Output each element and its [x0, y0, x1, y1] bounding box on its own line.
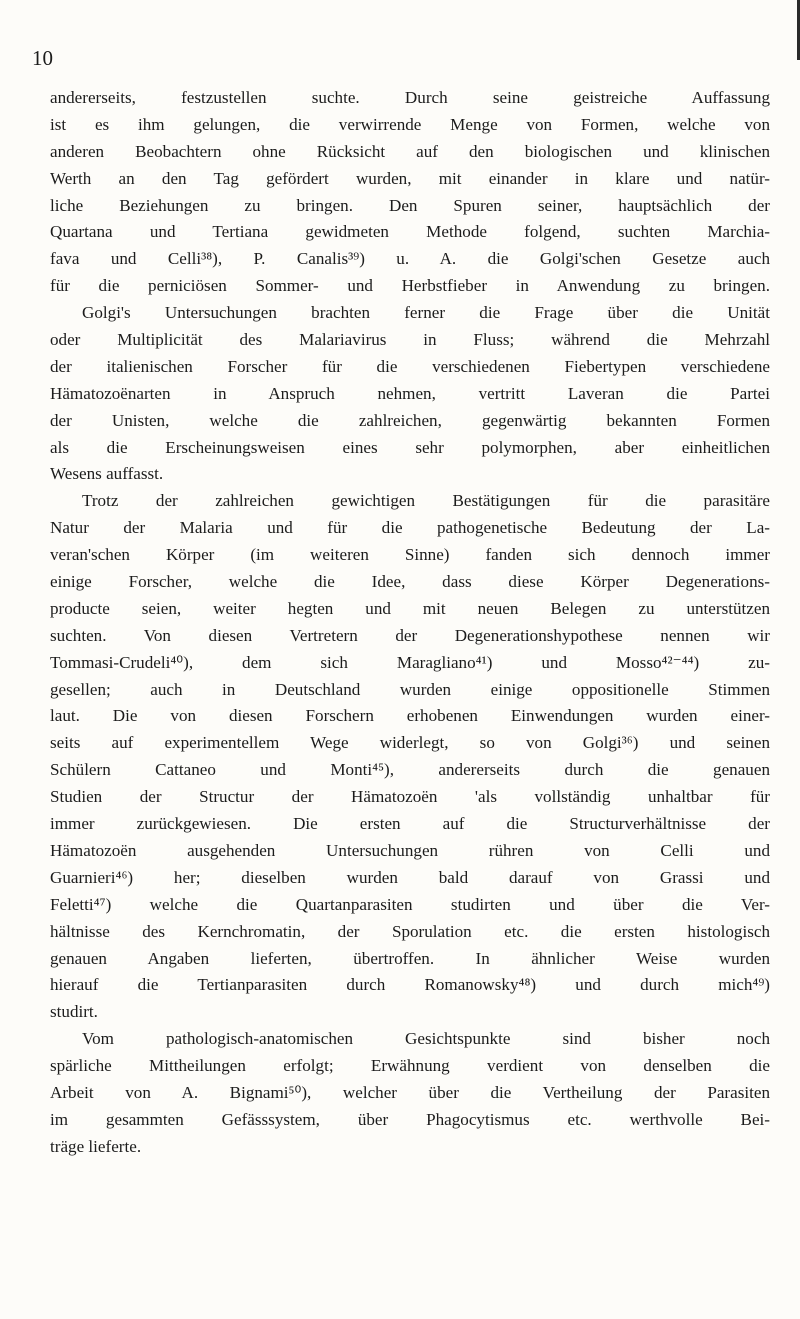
text-line: Trotz der zahlreichen gewichtigen Bestätigungen für die parasitäre: [82, 491, 770, 511]
text-line: ist es ihm gelungen, die verwirrende Menge von Formen, welche von: [50, 114, 770, 134]
text-line: als die Erscheinungsweisen eines sehr polymorphen, aber einheitlichen: [50, 437, 770, 457]
text-line: Natur der Malaria und für die pathogenetische Bedeutung der La-: [50, 518, 770, 538]
text-line: Quartana und Tertiana gewidmeten Methode folgend, suchten Marchia-: [50, 222, 770, 242]
text-line: Vom pathologisch-anatomischen Gesichtspunkte sind bisher noch: [82, 1029, 770, 1049]
text-line: hierauf die Tertianparasiten durch Romanowsky⁴⁸) und durch mich⁴⁹): [50, 975, 770, 995]
text-line: Hämatozoënarten in Anspruch nehmen, vertritt Laveran die Partei: [50, 383, 770, 403]
text-line: Golgi's Untersuchungen brachten ferner die Frage über die Unität: [82, 303, 770, 323]
text-line: oder Multiplicität des Malariavirus in Fluss; während die Mehrzahl: [50, 330, 770, 350]
text-line: producte seien, weiter hegten und mit neuen Belegen zu unterstützen: [50, 598, 770, 618]
text-line: Studien der Structur der Hämatozoën 'als vollständig unhaltbar für: [50, 787, 770, 807]
text-line: hältnisse des Kernchromatin, der Sporulation etc. die ersten histologisch: [50, 921, 770, 941]
text-line: träge lieferte.: [50, 1136, 142, 1156]
text-line: für die perniciösen Sommer- und Herbstfieber in Anwendung zu bringen.: [50, 276, 770, 296]
body-text: [50, 85, 770, 1161]
text-line: der italienischen Forscher für die verschiedenen Fiebertypen verschiedene: [50, 356, 770, 376]
text-line: Guarnieri⁴⁶) her; dieselben wurden bald darauf von Grassi und: [50, 867, 770, 887]
text-line: Arbeit von A. Bignami⁵⁰), welcher über die Vertheilung der Parasiten: [50, 1082, 770, 1102]
text-line: fava und Celli³⁸), P. Canalis³⁹) u. A. die Golgi'schen Gesetze auch: [50, 249, 770, 269]
text-line: veran'schen Körper (im weiteren Sinne) fanden sich dennoch immer: [50, 545, 770, 565]
text-line: laut. Die von diesen Forschern erhobenen Einwendungen wurden einer-: [50, 706, 770, 726]
text-line: andererseits, festzustellen suchte. Durch seine geistreiche Auffassung: [50, 88, 770, 107]
text-line: seits auf experimentellem Wege widerlegt, so von Golgi³⁶) und seinen: [50, 733, 770, 753]
text-line: im gesammten Gefässsystem, über Phagocytismus etc. werthvolle Bei-: [50, 1109, 770, 1129]
text-line: der Unisten, welche die zahlreichen, gegenwärtig bekannten Formen: [50, 410, 770, 430]
text-line: Hämatozoën ausgehenden Untersuchungen rühren von Celli und: [50, 840, 770, 860]
text-line: genauen Angaben lieferten, übertroffen. In ähnlicher Weise wurden: [50, 948, 770, 968]
text-line: Tommasi-Crudeli⁴⁰), dem sich Maragliano⁴¹) und Mosso⁴²⁻⁴⁴) zu-: [50, 652, 770, 672]
page-number: 10: [32, 46, 53, 70]
text-line: Wesens auffasst.: [50, 464, 164, 484]
text-line: studirt.: [50, 1002, 98, 1022]
text-line: gesellen; auch in Deutschland wurden einige oppositionelle Stimmen: [50, 679, 770, 699]
text-line: immer zurückgewiesen. Die ersten auf die Structurverhältnisse der: [50, 814, 770, 834]
text-line: Feletti⁴⁷) welche die Quartanparasiten studirten und über die Ver-: [50, 894, 770, 914]
text-line: Werth an den Tag gefördert wurden, mit einander in klare und natür-: [50, 168, 770, 188]
text-line: suchten. Von diesen Vertretern der Degenerationshypothese nennen wir: [50, 625, 770, 645]
text-line: Schülern Cattaneo und Monti⁴⁵), andererseits durch die genauen: [50, 760, 770, 780]
text-line: liche Beziehungen zu bringen. Den Spuren seiner, hauptsächlich der: [50, 195, 770, 215]
text-line: anderen Beobachtern ohne Rücksicht auf den biologischen und klinischen: [50, 141, 770, 161]
text-line: einige Forscher, welche die Idee, dass diese Körper Degenerations-: [50, 572, 770, 592]
text-line: spärliche Mittheilungen erfolgt; Erwähnung verdient von denselben die: [50, 1056, 770, 1076]
